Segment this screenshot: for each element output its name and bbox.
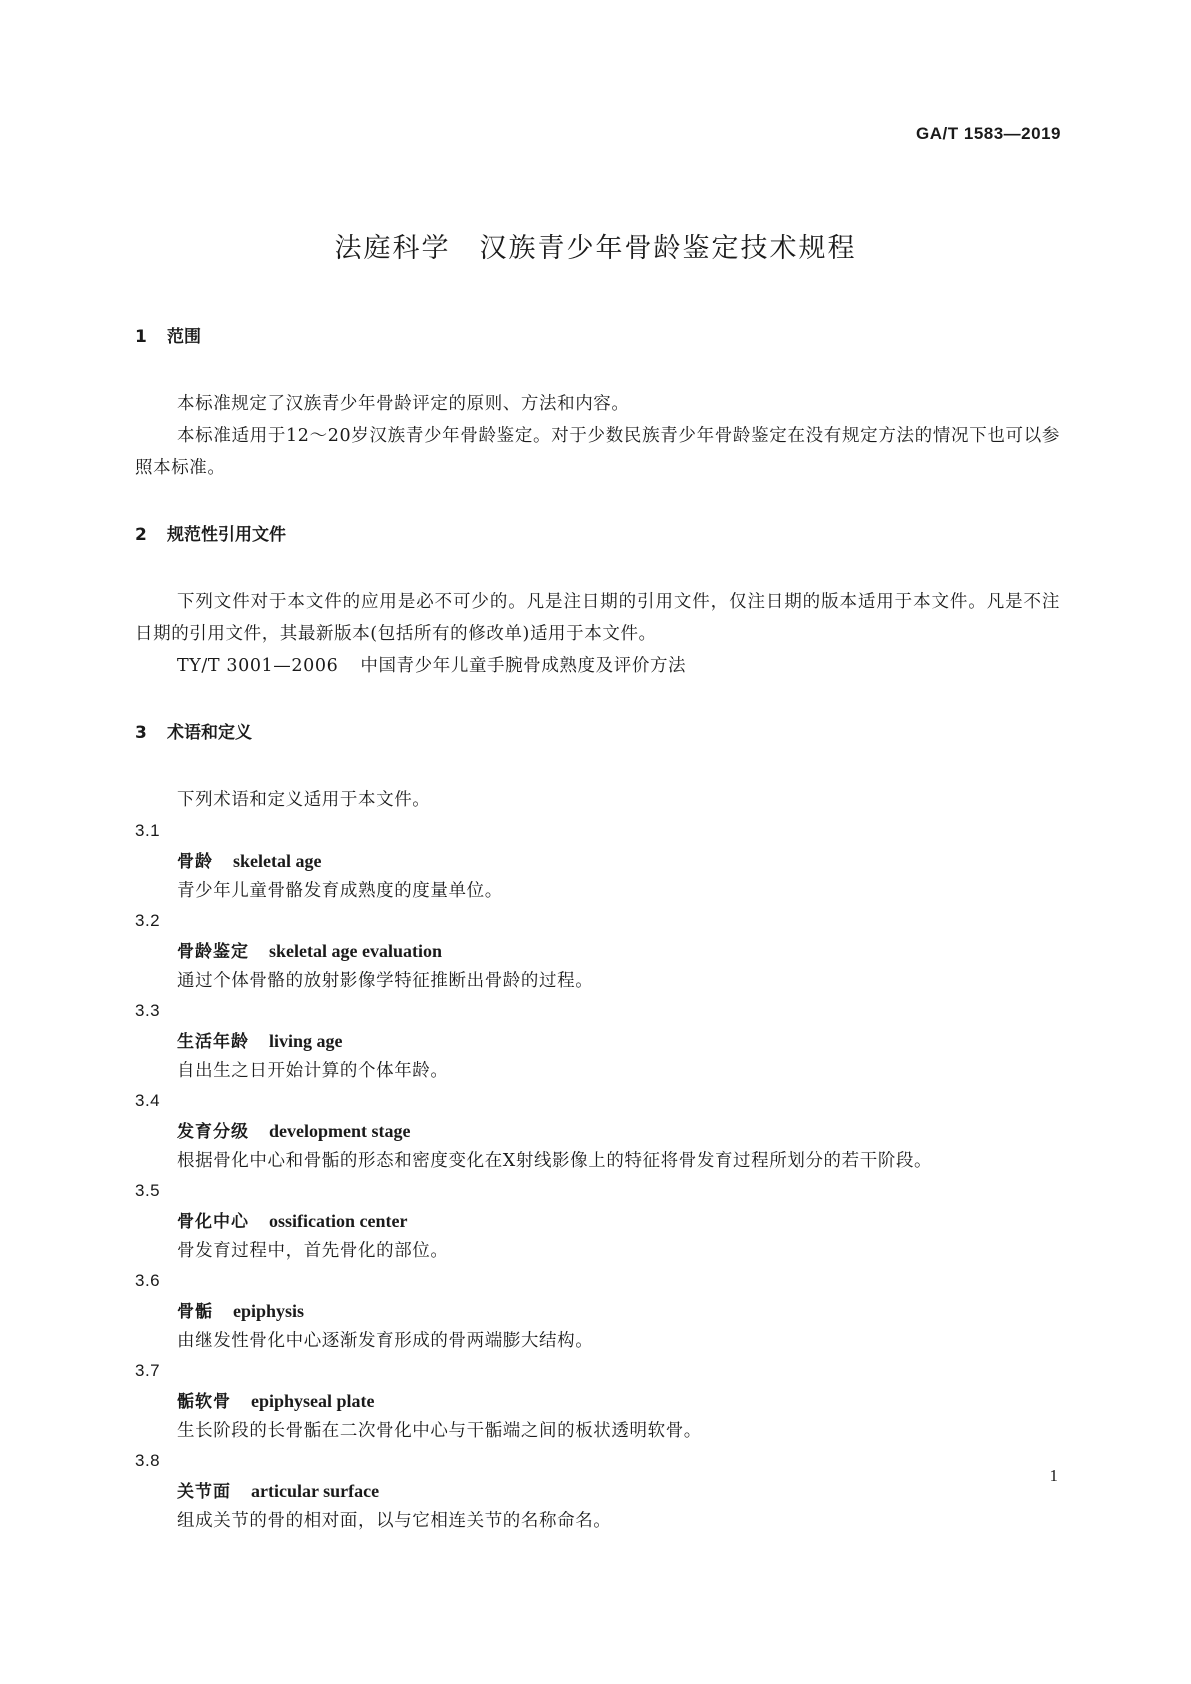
term-name: [135, 1116, 1060, 1146]
reference-title: 中国青少年儿童手腕骨成熟度及评价方法: [360, 656, 687, 676]
term-english: ossification center: [269, 1211, 408, 1231]
term-number: 3.8: [135, 1451, 161, 1470]
term-name: [135, 1476, 1060, 1506]
paragraph: 本标准规定了汉族青少年骨龄评定的原则、方法和内容。: [177, 394, 630, 414]
section-number: 2: [135, 525, 147, 545]
section-heading-scope: [135, 322, 1060, 352]
term-name: [135, 1026, 1060, 1056]
term-name: [135, 1296, 1060, 1326]
paragraph: 本标准适用于12～20岁汉族青少年骨龄鉴定。对于少数民族青少年骨龄鉴定在没有规定方法的情况下也可以参照本标准。: [135, 426, 1060, 478]
term-definition: 自出生之日开始计算的个体年龄。: [177, 1061, 449, 1081]
term-chinese: 发育分级: [177, 1122, 249, 1142]
section-title: 术语和定义: [167, 723, 252, 743]
section-title: 规范性引用文件: [167, 525, 286, 545]
term-name: [135, 1386, 1060, 1416]
term-name: [135, 846, 1060, 876]
term-number: 3.6: [135, 1271, 161, 1290]
term-name: [135, 1206, 1060, 1236]
paragraph: 下列术语和定义适用于本文件。: [177, 790, 431, 810]
term-definition: 通过个体骨骼的放射影像学特征推断出骨龄的过程。: [177, 971, 594, 991]
term-english: skeletal age: [233, 851, 322, 871]
term-chinese: 关节面: [177, 1482, 231, 1502]
term-number: 3.3: [135, 1001, 161, 1020]
term-definition: 生长阶段的长骨骺在二次骨化中心与干骺端之间的板状透明软骨。: [177, 1421, 702, 1441]
document-code: GA/T 1583—2019: [916, 124, 1061, 143]
term-definition: 组成关节的骨的相对面，以与它相连关节的名称命名。: [177, 1511, 612, 1531]
term-chinese: 骨龄鉴定: [177, 942, 249, 962]
document-body: [135, 322, 1060, 1536]
term-name: [135, 936, 1060, 966]
term-number: 3.5: [135, 1181, 161, 1200]
term-definition: 根据骨化中心和骨骺的形态和密度变化在X射线影像上的特征将骨发育过程所划分的若干阶段。: [177, 1151, 933, 1171]
section-number: 1: [135, 327, 147, 347]
term-number: 3.2: [135, 911, 161, 930]
term-chinese: 骺软骨: [177, 1392, 231, 1412]
reference-code: TY/T 3001—2006: [177, 656, 339, 676]
term-english: epiphysis: [233, 1301, 305, 1321]
term-english: development stage: [269, 1121, 411, 1141]
term-chinese: 骨骺: [177, 1302, 213, 1322]
section-heading-normative-references: [135, 520, 1060, 550]
term-chinese: 生活年龄: [177, 1032, 249, 1052]
term-chinese: 骨化中心: [177, 1212, 249, 1232]
reference-entry: [135, 650, 1060, 682]
term-number: 3.1: [135, 821, 161, 840]
term-definition: 骨发育过程中，首先骨化的部位。: [177, 1241, 449, 1261]
document-title: 法庭科学 汉族青少年骨龄鉴定技术规程: [334, 233, 857, 264]
page-number: 1: [1049, 1466, 1058, 1485]
term-definition: 青少年儿童骨骼发育成熟度的度量单位。: [177, 881, 503, 901]
paragraph: 下列文件对于本文件的应用是必不可少的。凡是注日期的引用文件，仅注日期的版本适用于本文件。凡是不注日期的引用文件，其最新版本(包括所有的修改单)适用于本文件。: [135, 592, 1060, 644]
section-heading-terms-definitions: [135, 718, 1060, 748]
term-number: 3.7: [135, 1361, 161, 1380]
term-english: articular surface: [251, 1481, 380, 1501]
term-number: 3.4: [135, 1091, 161, 1110]
section-title: 范围: [167, 327, 201, 347]
term-english: skeletal age evaluation: [269, 941, 442, 961]
term-definition: 由继发性骨化中心逐渐发育形成的骨两端膨大结构。: [177, 1331, 594, 1351]
term-chinese: 骨龄: [177, 852, 213, 872]
term-english: epiphyseal plate: [251, 1391, 375, 1411]
term-english: living age: [269, 1031, 343, 1051]
section-number: 3: [135, 723, 147, 743]
